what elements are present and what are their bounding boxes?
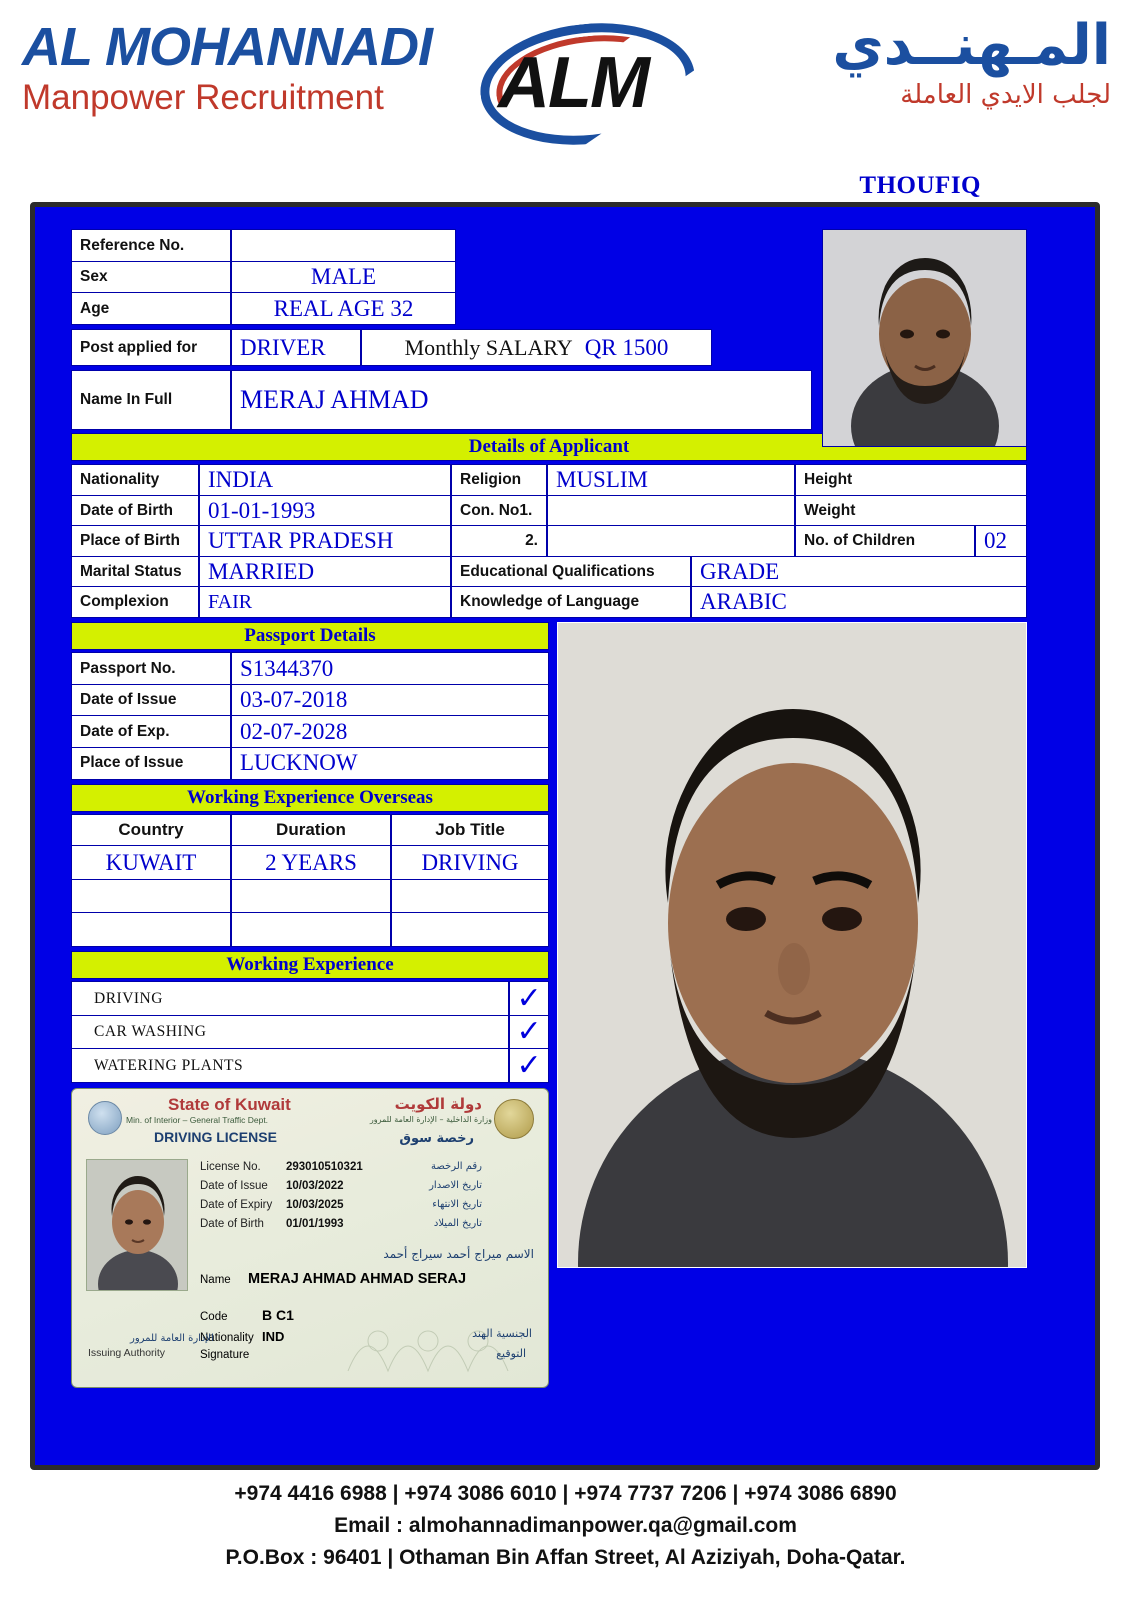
- age-label: Age: [71, 292, 231, 325]
- licence-dob-label-arabic: تاريخ الميلاد: [433, 1218, 482, 1229]
- licence-issuer-label: Issuing Authority: [88, 1347, 166, 1359]
- nationality-value[interactable]: INDIA: [199, 464, 451, 496]
- kuwait-driving-licence-image: [71, 1088, 549, 1388]
- licence-ministry-arabic: وزارة الداخلية – الإدارة العامة للمرور: [369, 1115, 492, 1124]
- company-name-line1: AL MOHANNADI: [22, 17, 432, 77]
- licence-expiry-label: Date of Expiry: [200, 1198, 273, 1211]
- licence-title-arabic: رخصة سوق: [399, 1131, 474, 1146]
- education-value[interactable]: GRADE: [691, 556, 1027, 588]
- experience-check-2[interactable]: ✓: [509, 1015, 549, 1050]
- overseas-col-job: Job Title: [391, 814, 549, 847]
- education-label: Educational Qualifications: [451, 556, 691, 588]
- licence-state-arabic: دولة الكويت: [394, 1095, 482, 1113]
- overseas-country-3[interactable]: [71, 912, 231, 947]
- licence-nationality-label: Nationality: [200, 1332, 254, 1344]
- complexion-label: Complexion: [71, 586, 199, 618]
- licence-no-label-arabic: رقم الرخصة: [430, 1161, 482, 1172]
- licence-issue-label: Date of Issue: [200, 1179, 268, 1192]
- licence-issuer-arabic: الإدارة العامة للمرور: [130, 1333, 214, 1344]
- contact1-label: Con. No1.: [451, 495, 547, 527]
- logo-monogram: ALM: [498, 43, 648, 123]
- sex-value[interactable]: MALE: [231, 261, 456, 294]
- overseas-job-1[interactable]: DRIVING: [391, 845, 549, 880]
- licence-dob-label: Date of Birth: [200, 1217, 264, 1230]
- weight-label: Weight: [804, 501, 856, 519]
- overseas-row-2[interactable]: [71, 879, 549, 914]
- passport-place-value[interactable]: LUCKNOW: [231, 747, 549, 780]
- licence-name-row: [200, 1271, 466, 1287]
- religion-label: Religion: [451, 464, 547, 496]
- religion-value[interactable]: MUSLIM: [547, 464, 795, 496]
- applicant-top-block: [71, 229, 1027, 430]
- experience-check-1[interactable]: ✓: [509, 981, 549, 1016]
- licence-nationality-arabic: الجنسية الهند: [472, 1327, 532, 1340]
- overseas-job-3[interactable]: [391, 912, 549, 947]
- licence-signature-arabic: التوقيع: [496, 1347, 526, 1360]
- nationality-label: Nationality: [71, 464, 199, 496]
- passport-issue-label: Date of Issue: [71, 684, 231, 717]
- overseas-duration-3[interactable]: [231, 912, 391, 947]
- licence-code-row: [200, 1307, 294, 1323]
- age-value[interactable]: REAL AGE 32: [231, 292, 456, 325]
- alm-logo-icon: [480, 14, 730, 154]
- post-applied-label: Post applied for: [71, 329, 231, 366]
- experience-check-3[interactable]: ✓: [509, 1048, 549, 1083]
- reference-no-label: Reference No.: [71, 229, 231, 262]
- contact1-value[interactable]: [547, 495, 795, 527]
- contact2-value[interactable]: [547, 525, 795, 557]
- licence-fields: [200, 1157, 482, 1233]
- passport-exp-label: Date of Exp.: [71, 715, 231, 748]
- overseas-duration-2[interactable]: [231, 879, 391, 914]
- complexion-value[interactable]: FAIR: [199, 586, 451, 618]
- licence-title: DRIVING LICENSE: [154, 1129, 277, 1145]
- passport-details-bar: Passport Details: [71, 622, 549, 650]
- company-name-arabic: المـهنــدي: [832, 13, 1111, 78]
- applicant-photo-large: [557, 622, 1027, 1268]
- experience-item-1[interactable]: [71, 981, 549, 1016]
- licence-field-row: [200, 1195, 482, 1214]
- licence-name-arabic: الاسم ميراج أحمد سيراج أحمد: [383, 1247, 534, 1261]
- overseas-country-1[interactable]: KUWAIT: [71, 845, 231, 880]
- working-experience-bar: Working Experience: [71, 951, 549, 979]
- name-label: Name In Full: [71, 370, 231, 430]
- portrait-illustration-icon: [823, 230, 1027, 447]
- dob-label: Date of Birth: [71, 495, 199, 527]
- licence-expiry-value: 10/03/2025: [286, 1198, 344, 1211]
- overseas-row-3[interactable]: [71, 912, 549, 947]
- licence-guilloche-icon: [338, 1311, 538, 1381]
- footer-phones: +974 4416 6988 | +974 3086 6010 | +974 7737 7206 | +974 3086 6890: [234, 1482, 897, 1505]
- licence-state: State of Kuwait: [168, 1095, 291, 1114]
- page-footer: [0, 1478, 1131, 1574]
- licence-photo: [86, 1159, 188, 1291]
- footer-address: P.O.Box : 96401 | Othaman Bin Affan Street, Al Aziziyah, Doha-Qatar.: [225, 1546, 906, 1569]
- overseas-job-2[interactable]: [391, 879, 549, 914]
- sex-label: Sex: [71, 261, 231, 294]
- licence-code-label: Code: [200, 1311, 228, 1323]
- height-field[interactable]: [795, 464, 1027, 496]
- licence-name-value: MERAJ AHMAD AHMAD SERAJ: [248, 1271, 467, 1287]
- experience-label-3: WATERING PLANTS: [71, 1048, 509, 1083]
- passport-place-label: Place of Issue: [71, 747, 231, 780]
- passport-issue-value[interactable]: 03-07-2018: [231, 684, 549, 717]
- company-tagline-arabic: لجلب الايدي العاملة: [900, 80, 1111, 110]
- monthly-salary-value: QR 1500: [584, 334, 669, 360]
- dob-value[interactable]: 01-01-1993: [199, 495, 451, 527]
- licence-field-row: [200, 1176, 482, 1195]
- experience-label-1: DRIVING: [71, 981, 509, 1016]
- height-label: Height: [804, 471, 853, 488]
- pob-label: Place of Birth: [71, 525, 199, 557]
- overseas-col-duration: Duration: [231, 814, 391, 847]
- language-label: Knowledge of Language: [451, 586, 691, 618]
- passport-exp-value[interactable]: 02-07-2028: [231, 715, 549, 748]
- children-label: No. of Children: [795, 525, 975, 557]
- left-column: [71, 622, 549, 1388]
- company-logo-text: [22, 18, 492, 118]
- experience-label-2: CAR WASHING: [71, 1015, 509, 1050]
- company-logo-arabic: [721, 12, 1111, 110]
- marital-label: Marital Status: [71, 556, 199, 588]
- monthly-salary-field[interactable]: [361, 329, 712, 366]
- kuwait-emblem-left-icon: [88, 1101, 122, 1135]
- licence-expiry-label-arabic: تاريخ الانتهاء: [432, 1199, 482, 1210]
- children-value[interactable]: 02: [975, 525, 1027, 557]
- overseas-country-2[interactable]: [71, 879, 231, 914]
- licence-nationality-value: IND: [262, 1329, 285, 1344]
- licence-signature-label: Signature: [200, 1349, 250, 1361]
- licence-issue-value: 10/03/2022: [286, 1179, 344, 1192]
- cv-sheet: [30, 202, 1100, 1470]
- applicant-photo-top: [822, 229, 1027, 447]
- language-value[interactable]: ARABIC: [691, 586, 1027, 618]
- applicant-details-grid: [71, 464, 1027, 618]
- overseas-row-1[interactable]: [71, 845, 549, 880]
- licence-issue-label-arabic: تاريخ الاصدار: [429, 1180, 482, 1191]
- passport-no-label: Passport No.: [71, 652, 231, 685]
- company-name-line2: Manpower Recruitment: [22, 78, 384, 117]
- licence-no-label: License No.: [200, 1160, 261, 1173]
- agent-name: THOUFIQ: [859, 172, 981, 199]
- experience-item-2[interactable]: [71, 1015, 549, 1050]
- overseas-experience-bar: Working Experience Overseas: [71, 784, 549, 812]
- passport-no-value[interactable]: S1344370: [231, 652, 549, 685]
- monthly-salary-label: Monthly SALARY: [404, 334, 573, 360]
- details-of-applicant-bar: Details of Applicant: [71, 433, 1027, 461]
- page-header: [0, 0, 1131, 199]
- licence-field-row: [200, 1214, 482, 1233]
- pob-value[interactable]: UTTAR PRADESH: [199, 525, 451, 557]
- marital-value[interactable]: MARRIED: [199, 556, 451, 588]
- licence-portrait-icon: [87, 1160, 188, 1291]
- large-portrait-illustration-icon: [558, 623, 1027, 1268]
- reference-no-value[interactable]: [231, 229, 456, 262]
- contact2-label: 2.: [451, 525, 547, 557]
- licence-dob-value: 01/01/1993: [286, 1217, 344, 1230]
- kuwait-emblem-right-icon: [494, 1099, 534, 1139]
- licence-name-label: Name: [200, 1274, 231, 1286]
- post-applied-value[interactable]: DRIVER: [231, 329, 361, 366]
- licence-field-row: [200, 1157, 482, 1176]
- weight-field[interactable]: [795, 495, 1027, 527]
- overseas-col-country: Country: [71, 814, 231, 847]
- overseas-duration-1[interactable]: 2 YEARS: [231, 845, 391, 880]
- footer-email: Email : almohannadimanpower.qa@gmail.com: [334, 1514, 797, 1537]
- name-value[interactable]: MERAJ AHMAD: [231, 370, 812, 430]
- licence-ministry: Min. of Interior – General Traffic Dept.: [126, 1115, 269, 1125]
- experience-item-3[interactable]: [71, 1048, 549, 1083]
- licence-code-value: B C1: [262, 1307, 294, 1323]
- licence-no-value: 293010510321: [286, 1160, 363, 1173]
